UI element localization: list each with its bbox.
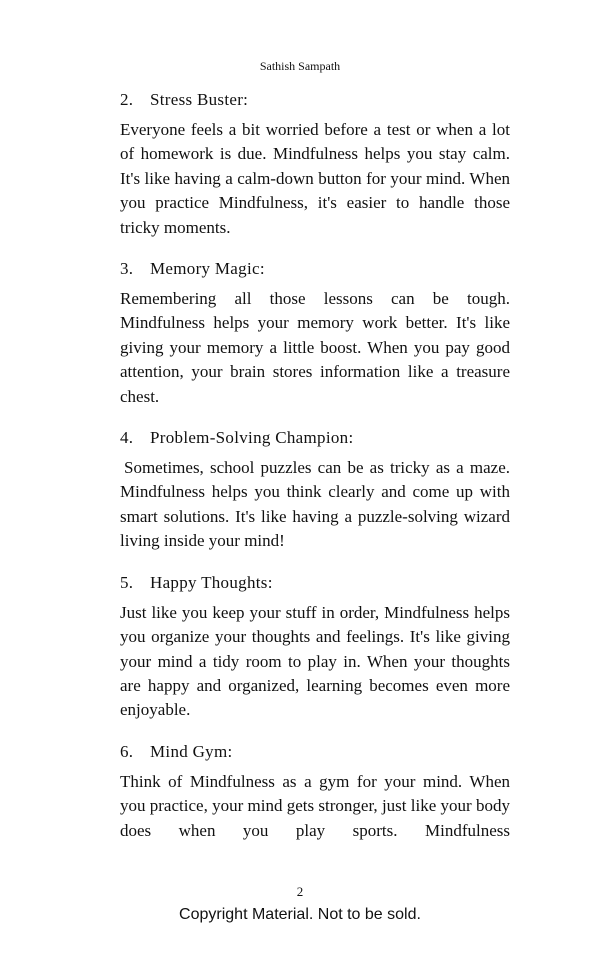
section-number: 3. <box>120 259 134 279</box>
section-happy-thoughts <box>120 571 510 723</box>
section-heading <box>120 88 510 112</box>
section-memory-magic <box>120 257 510 409</box>
section-number: 5. <box>120 572 134 592</box>
section-body: Everyone feels a bit worried before a test or when a lot of homework is due. Mindfulness helps you stay calm. It's like having a calm-down button for your mind. When you practice Mindfulness, it's easier to handle those tricky moments. <box>120 120 510 237</box>
section-stress-buster <box>120 88 510 240</box>
page-number: 2 <box>296 884 304 899</box>
section-number: 6. <box>120 741 134 761</box>
section-body: Think of Mindfulness as a gym for your mind. When you practice, your mind gets stronger, just like your body does when you play sports. Mindfulness <box>120 771 510 840</box>
section-number: 4. <box>120 428 134 448</box>
section-title: Mind Gym: <box>150 741 233 761</box>
section-title: Happy Thoughts: <box>150 572 273 592</box>
section-title: Stress Buster: <box>150 90 249 109</box>
section-title: Problem-Solving Champion: <box>150 428 354 448</box>
section-heading <box>120 740 510 764</box>
section-heading <box>120 571 510 595</box>
section-problem-solving-champion <box>120 426 510 554</box>
section-body: Remembering all those lessons can be tough. Mindfulness helps your memory work better. It's like giving your memory a little boost. When you pay good attention, your brain stores information like a treasure chest. <box>120 289 510 406</box>
running-head-author: Sathish Sampath <box>259 59 341 73</box>
page-content <box>120 88 510 860</box>
section-body: Sometimes, school puzzles can be as tricky as a maze. Mindfulness helps you think clearly and come up with smart solutions. It's like having a puzzle-solving wizard living inside your mind! <box>120 458 510 551</box>
section-title: Memory Magic: <box>150 259 265 279</box>
copyright-notice: Copyright Material. Not to be sold. <box>179 906 421 923</box>
section-heading <box>120 257 510 281</box>
section-body: Just like you keep your stuff in order, Mindfulness helps you organize your thoughts and feelings. It's like giving your mind a tidy room to play in. When your thoughts are happy and organized, learning becomes even more enjoyable. <box>120 602 510 720</box>
section-mind-gym <box>120 740 510 843</box>
section-number: 2. <box>120 90 134 109</box>
section-heading <box>120 426 510 450</box>
